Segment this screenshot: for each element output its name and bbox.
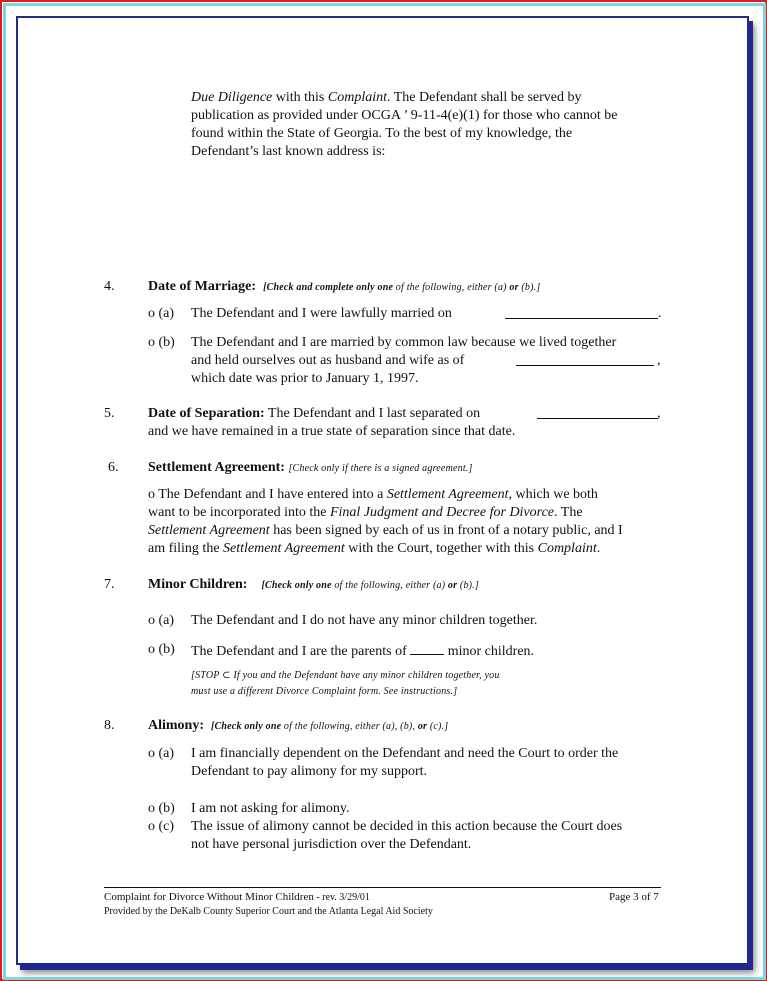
intro-line-4: Defendant’s last known address is: — [191, 144, 386, 159]
section-6-line-1: o The Defendant and I have entered into a Settlement Agreement, which we both — [148, 487, 598, 502]
section-7-option-b-checkbox[interactable]: o (b) — [148, 642, 175, 657]
section-4-option-b-line-1: The Defendant and I are married by common law because we lived together — [191, 335, 617, 350]
section-8-option-b-checkbox[interactable]: o (b) — [148, 801, 175, 816]
section-6-line-2: want to be incorporated into the Final Judgment and Decree for Divorce. The — [148, 505, 583, 520]
section-6-note: [Check only if there is a signed agreement.] — [288, 463, 473, 474]
section-8-option-a-line-1: I am financially dependent on the Defendant and need the Court to order the — [191, 746, 619, 761]
section-5-line-1: Date of Separation: The Defendant and I last separated on — [148, 406, 481, 421]
stop-note-line-2: must use a different Divorce Complaint form. See instructions.] — [191, 686, 458, 697]
section-5-title: Date of Separation: — [148, 406, 265, 421]
footer-provided-by: Provided by the DeKalb County Superior Court and the Atlanta Legal Aid Society — [104, 906, 433, 917]
intro-line-1: Due Diligence with this Complaint. The Defendant shall be served by — [191, 90, 582, 105]
footer-rule — [104, 887, 661, 888]
section-4-option-b-line-2: and held ourselves out as husband and wife as of — [191, 353, 465, 368]
section-4-title: Date of Marriage: — [148, 279, 257, 294]
section-7-number: 7. — [104, 577, 115, 592]
intro-line-3: found within the State of Georgia. To the best of my knowledge, the — [191, 126, 573, 141]
section-4-heading — [148, 278, 540, 297]
section-8-option-b-text: I am not asking for alimony. — [191, 801, 350, 816]
section-4-option-a-checkbox[interactable]: o (a) — [148, 306, 175, 321]
section-8-note: [Check only one of the following, either (a), (b), or (c).] — [211, 721, 449, 732]
children-count-field[interactable] — [410, 641, 444, 655]
section-4-option-a-end: . — [658, 306, 662, 321]
section-5-comma: , — [657, 406, 661, 421]
footer-page-number: Page 3 of 7 — [609, 891, 659, 903]
section-8-number: 8. — [104, 718, 115, 733]
section-6-line-3: Settlement Agreement has been signed by each of us in front of a notary public, and I — [148, 523, 623, 538]
section-8-option-c-line-2: not have personal jurisdiction over the Defendant. — [191, 837, 472, 852]
footer-title: Complaint for Divorce Without Minor Children - rev. 3/29/01 — [104, 891, 370, 903]
section-4-note: [Check and complete only one of the following, either (a) or (b).] — [263, 282, 541, 293]
section-5-number: 5. — [104, 406, 115, 421]
marriage-date-field[interactable] — [505, 305, 658, 319]
section-6-number: 6. — [108, 460, 119, 475]
section-8-title: Alimony: — [148, 718, 204, 733]
section-8-heading — [148, 717, 448, 736]
section-8-option-c-line-1: The issue of alimony cannot be decided in this action because the Court does — [191, 819, 623, 834]
section-6-line-4: am filing the Settlement Agreement with the Court, together with this Complaint. — [148, 541, 601, 556]
intro-line-2: publication as provided under OCGA ’ 9-11-4(e)(1) for those who cannot be — [191, 108, 618, 123]
settlement-checkbox-text[interactable]: o The Defendant and I have entered into a — [148, 487, 387, 502]
section-4-option-b-comma: , — [657, 353, 661, 368]
section-7-option-b-text: The Defendant and I are the parents of minor children. — [191, 641, 534, 661]
section-8-option-a-line-2: Defendant to pay alimony for my support. — [191, 764, 428, 779]
section-7-option-a-checkbox[interactable]: o (a) — [148, 613, 175, 628]
stop-note-line-1: [STOP ⊂ If you and the Defendant have any minor children together, you — [191, 670, 500, 681]
section-4-option-b-line-3: which date was prior to January 1, 1997. — [191, 371, 419, 386]
section-7-option-a-text: The Defendant and I do not have any minor children together. — [191, 613, 538, 628]
section-4-option-a-text: The Defendant and I were lawfully married on — [191, 306, 452, 321]
section-4-option-b-checkbox[interactable]: o (b) — [148, 335, 175, 350]
section-7-heading — [148, 576, 479, 595]
section-7-title: Minor Children: — [148, 577, 248, 592]
common-law-date-field[interactable] — [516, 352, 654, 366]
section-4-number: 4. — [104, 279, 115, 294]
section-7-note: [Check only one of the following, either (a) or (b).] — [261, 580, 479, 591]
section-8-option-c-checkbox[interactable]: o (c) — [148, 819, 175, 834]
section-8-option-a-checkbox[interactable]: o (a) — [148, 746, 175, 761]
section-6-title: Settlement Agreement: — [148, 460, 285, 475]
section-6-heading — [148, 459, 473, 478]
separation-date-field[interactable] — [537, 405, 658, 419]
section-5-line-2: and we have remained in a true state of separation since that date. — [148, 424, 516, 439]
